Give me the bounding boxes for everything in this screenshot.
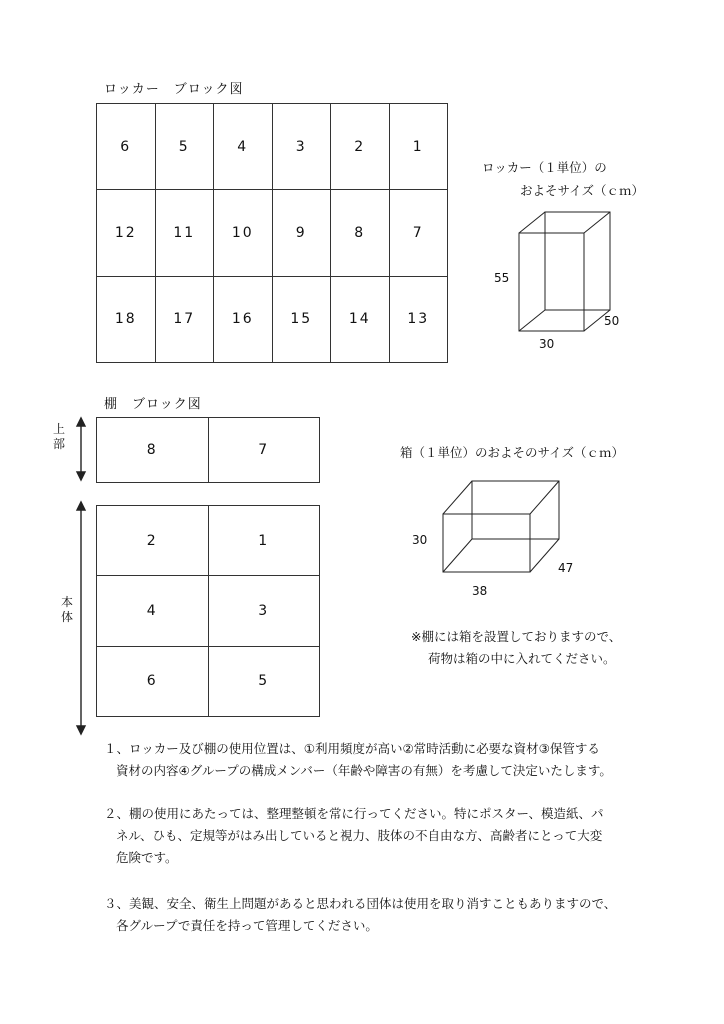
locker-cuboid-edge bbox=[519, 310, 545, 331]
locker-cell: 3 bbox=[272, 104, 331, 190]
rule-2-line2: ネル、ひも、定規等がはみ出していると視力、肢体の不自由な方、高齢者にとって大変 bbox=[116, 828, 603, 843]
locker-depth-label: 50 bbox=[604, 314, 620, 328]
locker-cell: 8 bbox=[331, 190, 390, 276]
locker-cuboid-edge bbox=[519, 212, 545, 233]
locker-cell: 6 bbox=[97, 104, 156, 190]
locker-width-label: 30 bbox=[539, 337, 555, 351]
locker-cell: 13 bbox=[389, 276, 448, 362]
locker-cell: 15 bbox=[272, 276, 331, 362]
rule-3-line2: 各グループで責任を持って管理してください。 bbox=[116, 918, 378, 933]
locker-diagram-title: ロッカー ブロック図 bbox=[104, 82, 244, 97]
shelf-cell: 3 bbox=[208, 576, 320, 646]
locker-cuboid-edge bbox=[584, 212, 610, 233]
box-cuboid-edge bbox=[530, 539, 559, 572]
locker-cell: 2 bbox=[331, 104, 390, 190]
body-arrow-head-bottom bbox=[77, 726, 85, 734]
locker-cell: 17 bbox=[155, 276, 214, 362]
locker-cell: 5 bbox=[155, 104, 214, 190]
locker-cuboid-front bbox=[519, 233, 584, 331]
box-cuboid-edge bbox=[530, 481, 559, 514]
shelf-row bbox=[97, 576, 320, 646]
rule-2-line3: 危険です。 bbox=[116, 850, 178, 865]
box-height-label: 30 bbox=[412, 533, 428, 547]
shelf-cell: 7 bbox=[208, 418, 320, 483]
box-cuboid-back bbox=[472, 481, 559, 539]
locker-cell: 10 bbox=[214, 190, 273, 276]
box-depth-label: 47 bbox=[558, 561, 574, 575]
shelf-cell: 4 bbox=[97, 576, 209, 646]
shelf-row bbox=[97, 418, 320, 483]
rule-2-line1: ２、棚の使用にあたっては、整理整頓を常に行ってください。特にポスター、模造紙、パ bbox=[104, 806, 604, 821]
shelf-cell: 6 bbox=[97, 646, 209, 716]
rule-3-line1: ３、美観、安全、衛生上問題があると思われる団体は使用を取り消すこともありますので、 bbox=[104, 896, 617, 911]
upper-arrow-head-top bbox=[77, 418, 85, 426]
locker-cell: 14 bbox=[331, 276, 390, 362]
shelf-cell: 2 bbox=[97, 506, 209, 576]
shelf-upper-label: 上部 bbox=[52, 422, 65, 451]
locker-cell: 18 bbox=[97, 276, 156, 362]
locker-height-label: 55 bbox=[494, 271, 510, 285]
shelf-cell: 5 bbox=[208, 646, 320, 716]
rule-1-line1: １、ロッカー及び棚の使用位置は、①利用頻度が高い②常時活動に必要な資材③保管する bbox=[104, 741, 600, 756]
body-arrow-head-top bbox=[77, 502, 85, 510]
shelf-cell: 1 bbox=[208, 506, 320, 576]
box-size-title: 箱（１単位）のおよそのサイズ（ｃｍ） bbox=[400, 445, 625, 460]
locker-cell: 16 bbox=[214, 276, 273, 362]
rule-1-line2: 資材の内容④グループの構成メンバー（年齢や障害の有無）を考慮して決定いたします。 bbox=[116, 763, 612, 778]
shelf-row bbox=[97, 506, 320, 576]
shelf-diagram-title: 棚 ブロック図 bbox=[104, 397, 202, 412]
box-cuboid-edge bbox=[443, 481, 472, 514]
locker-cell: 4 bbox=[214, 104, 273, 190]
box-cuboid-front bbox=[443, 514, 530, 572]
locker-cuboid-back bbox=[545, 212, 610, 310]
shelf-body-grid bbox=[96, 505, 320, 717]
box-note-line1: ※棚には箱を設置しておりますので、 bbox=[411, 629, 622, 644]
locker-cell: 11 bbox=[155, 190, 214, 276]
box-cuboid-edge bbox=[443, 539, 472, 572]
box-note-line2: 荷物は箱の中に入れてください。 bbox=[428, 651, 616, 666]
shelf-row bbox=[97, 646, 320, 716]
shelf-body-label: 本体 bbox=[60, 595, 73, 624]
locker-cell: 1 bbox=[389, 104, 448, 190]
locker-cell: 12 bbox=[97, 190, 156, 276]
locker-size-title-line1: ロッカー（１単位）の bbox=[482, 160, 607, 175]
box-width-label: 38 bbox=[472, 584, 488, 598]
shelf-cell: 8 bbox=[97, 418, 209, 483]
upper-arrow-head-bottom bbox=[77, 472, 85, 480]
locker-cell: 9 bbox=[272, 190, 331, 276]
shelf-upper-grid bbox=[96, 417, 320, 483]
locker-cell: 7 bbox=[389, 190, 448, 276]
locker-size-title-line2: およそサイズ（ｃｍ） bbox=[520, 183, 645, 198]
